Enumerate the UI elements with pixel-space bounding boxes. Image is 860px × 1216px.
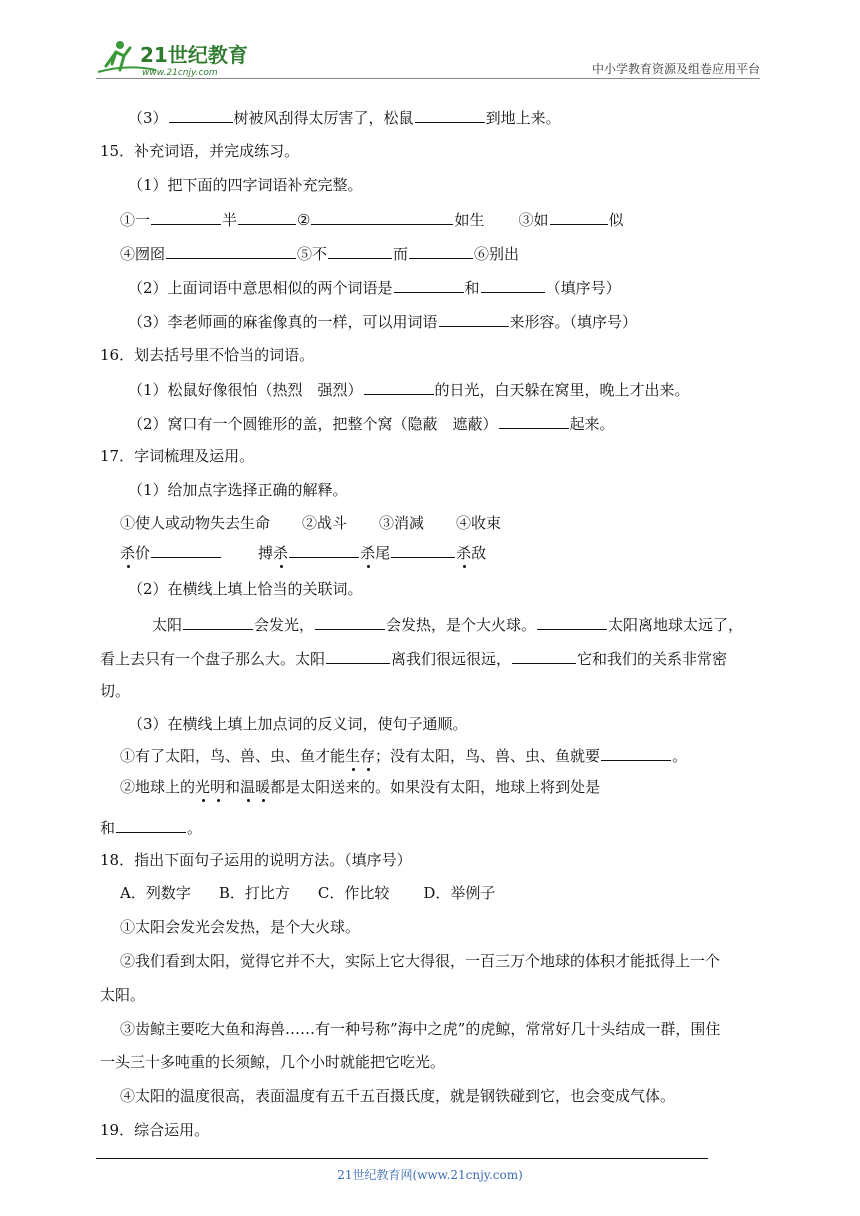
logo-url: www.21cnjy.com xyxy=(142,68,218,78)
question-17-2: （2）在横线上填上恰当的关联词。 xyxy=(128,580,363,598)
question-19-title: 19．综合运用。 xyxy=(100,1121,210,1139)
header-divider xyxy=(96,78,760,79)
logo-icon xyxy=(96,36,256,78)
line-14-3: （3） 树被风刮得太厉害了，松鼠 到地上来。 xyxy=(128,106,561,128)
footer-text: 21世纪教育网(www.21cnjy.com) xyxy=(337,1168,523,1182)
question-18-4: ④太阳的温度很高，表面温度有五千五百摄氏度，就是钢铁碰到它，也会变成气体。 xyxy=(120,1087,676,1105)
question-15-1: （1）把下面的四字词语补充完整。 xyxy=(128,176,363,194)
question-18-title: 18．指出下面句子运用的说明方法。（填序号） xyxy=(100,851,412,869)
question-15-3: （3）李老师画的麻雀像真的一样，可以用词语 来形容。（填序号） xyxy=(128,310,637,332)
question-17-3: （3）在横线上填上加点词的反义词，使句子通顺。 xyxy=(128,715,468,733)
question-18-1: ①太阳会发光会发热，是个大火球。 xyxy=(120,918,361,936)
question-17-passage-3: 切。 xyxy=(100,682,131,700)
question-17-title: 17．字词梳理及运用。 xyxy=(100,447,255,465)
question-15-2: （2）上面词语中意思相似的两个词语是 和 （填序号） xyxy=(128,276,621,298)
question-18-2a: ②我们看到太阳，觉得它并不大，实际上它大得很，一百三万个地球的体积才能抵得上一个 xyxy=(120,952,721,970)
question-15-row1: ①一 半 ② 如生 ③如 似 xyxy=(120,208,624,230)
question-18-3a: ③齿鲸主要吃大鱼和海兽……有一种号称”海中之虎”的虎鲸，常常好几十头结成一群，围住 xyxy=(120,1020,721,1038)
question-17-3-s3: 和 。 xyxy=(100,816,202,838)
question-15-title: 15．补充词语，并完成练习。 xyxy=(100,142,300,160)
footer-divider xyxy=(96,1158,708,1159)
question-15-row2: ④囫囵 ⑤不 而 ⑥别出 xyxy=(120,242,519,264)
question-18-3b: 一头三十多吨重的长须鲸，几个小时就能把它吃光。 xyxy=(100,1053,446,1071)
question-17-passage-1: 太阳 会发光， 会发热，是个大火球。 太阳离地球太远了， xyxy=(152,613,743,635)
question-16-2: （2）窝口有一个圆锥形的盖，把整个窝（隐蔽 遮蔽） 起来。 xyxy=(128,412,615,434)
header-platform-text: 中小学教育资源及组卷应用平台 xyxy=(591,62,760,76)
question-17-options: ①使人或动物失去生命 ②战斗 ③消减 ④收束 xyxy=(120,514,502,532)
question-17-3-s1: ①有了太阳，鸟、兽、虫、鱼才能生存；没有太阳，鸟、兽、虫、鱼就要 。 xyxy=(120,744,687,766)
question-17-passage-2: 看上去只有一个盘子那么大。太阳 离我们很远很远， 它和我们的关系非常密 xyxy=(100,647,727,669)
question-18-options: A．列数字 B．打比方 C．作比较 D．举例子 xyxy=(120,884,496,902)
question-17-words: 杀价 搏杀 杀尾 杀敌 xyxy=(120,541,486,563)
logo-text: 21世纪教育 xyxy=(140,43,248,67)
question-16-title: 16．划去括号里不恰当的词语。 xyxy=(100,346,315,364)
question-17-3-s2: ②地球上的光明和温暖都是太阳送来的。如果没有太阳，地球上将到处是 xyxy=(120,778,601,796)
question-16-1: （1）松鼠好像很怕（热烈 强烈） 的日光，白天躲在窝里，晚上才出来。 xyxy=(128,378,690,400)
question-17-1: （1）给加点字选择正确的解释。 xyxy=(128,481,348,499)
question-18-2b: 太阳。 xyxy=(100,986,146,1004)
page-header xyxy=(96,36,760,78)
